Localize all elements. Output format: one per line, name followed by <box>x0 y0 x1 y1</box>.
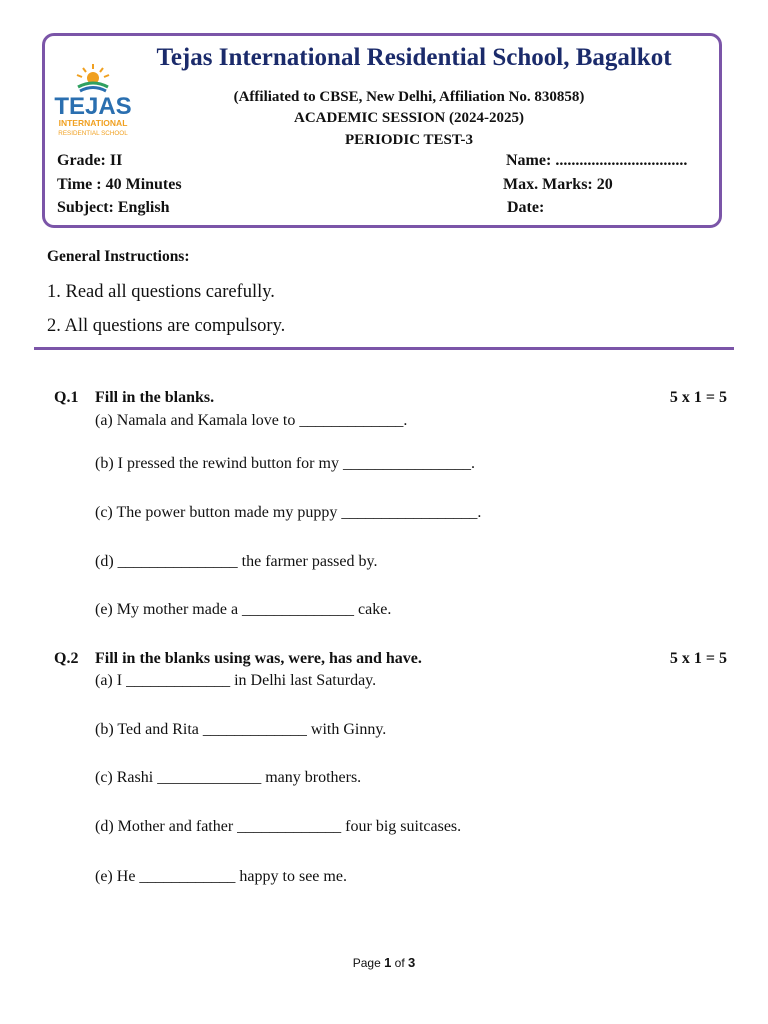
affiliation: (Affiliated to CBSE, New Delhi, Affiliation No. 830858) <box>233 89 585 105</box>
page-footer <box>0 955 768 970</box>
question-item: (b) Ted and Rita _____________ with Ginny. <box>95 721 387 738</box>
question-item: (c) Rashi _____________ many brothers. <box>95 769 362 786</box>
subject: Subject: English <box>57 199 170 216</box>
grade: Grade: II <box>57 152 123 169</box>
question-marks: 5 x 1 = 5 <box>669 650 727 667</box>
question-title: Fill in the blanks. <box>95 389 215 406</box>
question-item: (e) My mother made a ______________ cake. <box>95 601 392 618</box>
logo-word: TEJAS <box>54 93 132 120</box>
question-title: Fill in the blanks using was, were, has and have. <box>95 650 422 667</box>
question-item: (d) _______________ the farmer passed by. <box>95 553 378 570</box>
page-current: 1 <box>384 955 392 970</box>
question-item: (c) The power button made my puppy _________________. <box>95 504 482 521</box>
date-field: Date: <box>507 199 545 216</box>
page-total: 3 <box>408 955 416 970</box>
school-name: Tejas International Residential School, Bagalkot <box>156 44 672 71</box>
of-word: of <box>394 956 405 970</box>
page-word: Page <box>352 956 381 970</box>
logo-line2: RESIDENTIAL SCHOOL <box>58 130 128 137</box>
academic-session: ACADEMIC SESSION (2024-2025) <box>293 110 525 126</box>
question-item: (d) Mother and father _____________ four big suitcases. <box>95 818 462 835</box>
max-marks: Max. Marks: 20 <box>503 176 613 193</box>
instruction-item: 1. Read all questions carefully. <box>47 282 275 302</box>
question-item: (a) Namala and Kamala love to _____________. <box>95 412 408 429</box>
question-number: Q.2 <box>54 650 79 667</box>
time: Time : 40 Minutes <box>57 176 182 193</box>
question-marks: 5 x 1 = 5 <box>669 389 727 406</box>
instruction-item: 2. All questions are compulsory. <box>47 316 286 336</box>
test-name: PERIODIC TEST-3 <box>345 132 473 148</box>
question-item: (a) I _____________ in Delhi last Saturday. <box>95 672 377 689</box>
question-number: Q.1 <box>54 389 79 406</box>
question-item: (e) He ____________ happy to see me. <box>95 868 347 885</box>
logo-line1: INTERNATIONAL <box>58 118 128 128</box>
question-item: (b) I pressed the rewind button for my ________________. <box>95 455 475 472</box>
divider <box>34 347 734 350</box>
instructions-heading: General Instructions: <box>47 248 190 265</box>
student-name-field: Name: ................................. <box>506 152 688 169</box>
